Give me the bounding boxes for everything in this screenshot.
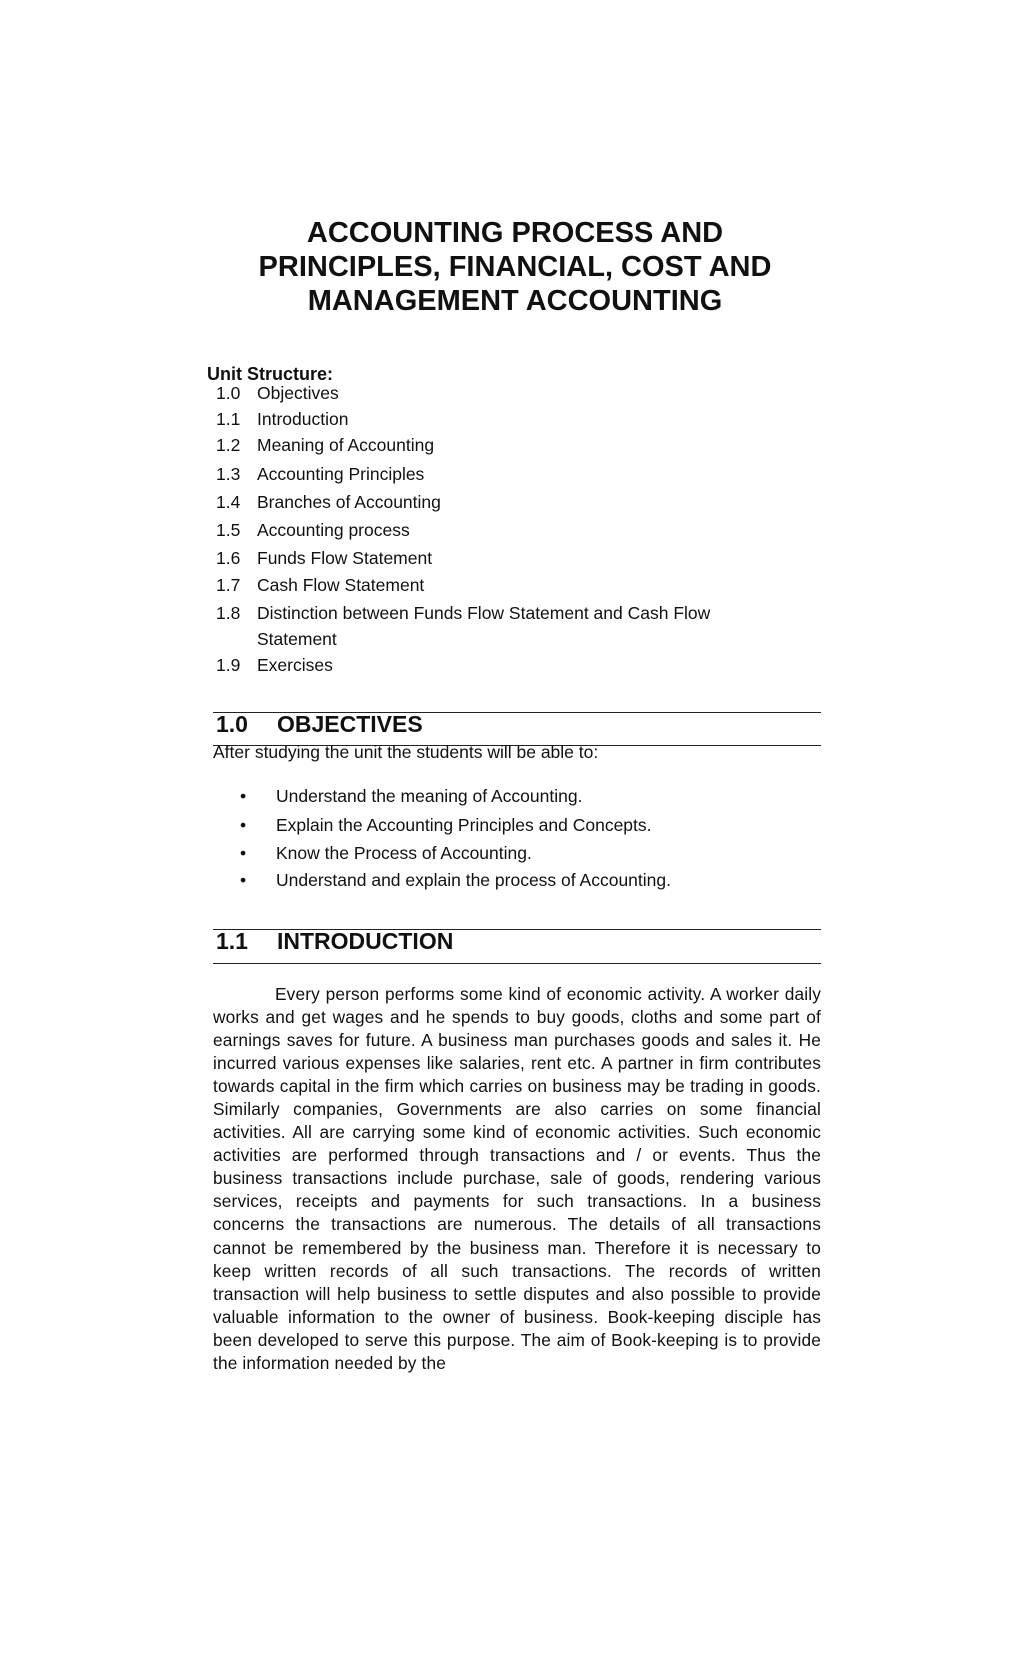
objective-text: Explain the Accounting Principles and Concepts. bbox=[276, 815, 652, 835]
toc-item-number: 1.0 bbox=[216, 383, 241, 403]
bullet-icon: • bbox=[240, 870, 247, 890]
toc-item-label: Objectives bbox=[257, 383, 339, 403]
toc-item-number: 1.1 bbox=[216, 409, 241, 429]
toc-item-number: 1.6 bbox=[216, 548, 241, 568]
title-line-1: ACCOUNTING PROCESS AND bbox=[306, 217, 724, 249]
section-number: 1.0 bbox=[216, 711, 248, 737]
bullet-icon: • bbox=[240, 815, 247, 835]
toc-item-number: 1.8 bbox=[216, 603, 241, 623]
toc-item-label: Distinction between Funds Flow Statement and Cash Flow Statement bbox=[257, 603, 711, 649]
toc-item-number: 1.7 bbox=[216, 575, 241, 595]
toc-item-number: 1.5 bbox=[216, 520, 241, 540]
toc-item-label: Accounting process bbox=[257, 520, 410, 540]
section-rule bbox=[213, 963, 821, 964]
document-title bbox=[215, 216, 815, 318]
toc-item-label: Introduction bbox=[257, 409, 349, 429]
title-line-3: MANAGEMENT ACCOUNTING bbox=[307, 285, 723, 317]
unit-structure-heading: Unit Structure: bbox=[207, 364, 333, 384]
objective-text: Understand and explain the process of Accounting. bbox=[276, 870, 671, 890]
toc-item-label: Accounting Principles bbox=[257, 464, 425, 484]
section-title: INTRODUCTION bbox=[277, 928, 454, 954]
toc-item-number: 1.3 bbox=[216, 464, 241, 484]
toc-item-number: 1.2 bbox=[216, 435, 241, 455]
section-number: 1.1 bbox=[216, 928, 248, 954]
objective-text: Understand the meaning of Accounting. bbox=[276, 786, 583, 806]
introduction-paragraph-text: Every person performs some kind of economic activity. A worker daily works and get wages and he spends to buy goods, cloths and some part of earnings saves for future. A business man purchases goods and sales it. He incurred various expenses like salaries, rent etc. A partner in firm contributes towards capital in the firm which carries on business may be trading in goods. Similarly companies, Governments are also carries on some financial activities. All are carrying some kind of economic activities. Such economic activities are performed through transactions and / or events. Thus the business transactions include purchase, sale of goods, rendering various services, receipts and payments for such transactions. In a business concerns the transactions are numerous. The details of all transactions cannot be remembered by the business man. Therefore it is necessary to keep written records of all such transactions. The records of written transaction will help business to settle disputes and also possible to provide valuable information to the owner of business. Book-keeping disciple has been developed to serve this purpose. The aim of Book-keeping is to provide the information needed by the bbox=[213, 984, 821, 1373]
objectives-intro: After studying the unit the students will be able to: bbox=[213, 742, 599, 762]
objective-text: Know the Process of Accounting. bbox=[276, 843, 532, 863]
bullet-icon: • bbox=[240, 843, 247, 863]
section-title: OBJECTIVES bbox=[277, 711, 423, 737]
toc-item-label: Meaning of Accounting bbox=[257, 435, 435, 455]
bullet-icon: • bbox=[240, 786, 247, 806]
toc-item-label: Funds Flow Statement bbox=[257, 548, 433, 568]
toc-item-label: Cash Flow Statement bbox=[257, 575, 425, 595]
toc-item-label: Exercises bbox=[257, 655, 333, 675]
introduction-paragraph bbox=[213, 983, 821, 1375]
toc-item-number: 1.4 bbox=[216, 492, 241, 512]
toc-item-number: 1.9 bbox=[216, 655, 241, 675]
toc-item-label: Branches of Accounting bbox=[257, 492, 441, 512]
title-line-2: PRINCIPLES, FINANCIAL, COST AND bbox=[258, 251, 772, 283]
